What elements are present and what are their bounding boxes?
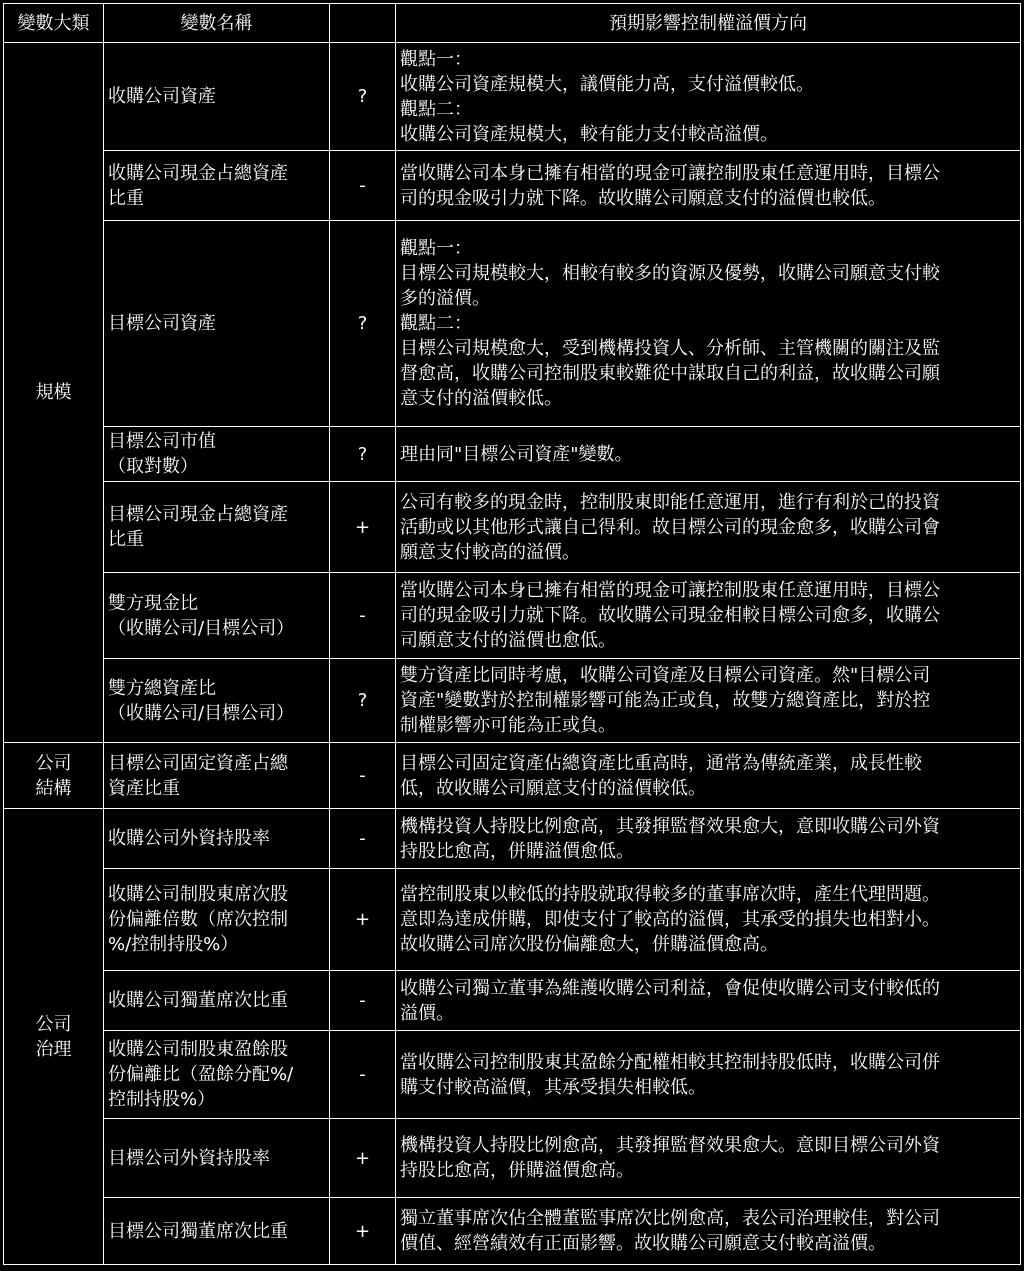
direction-description (396, 659, 1021, 743)
description-line: 故收購公司席次股份偏離愈大，併購溢價愈高。 (400, 934, 778, 955)
direction-description (396, 1198, 1021, 1265)
variable-name-cell (104, 809, 330, 869)
header-row (4, 4, 1021, 43)
variable-name-line: 資產比重 (108, 777, 180, 799)
header-sign (330, 4, 396, 43)
table-row (4, 1119, 1021, 1198)
header-category: 變數大類 (4, 4, 104, 43)
variable-name-cell (104, 1119, 330, 1198)
description-line: 持股比愈高，併購溢價愈低。 (400, 840, 634, 862)
direction-description (396, 1031, 1021, 1119)
expected-sign: - (330, 809, 396, 869)
variable-name-line: 收購公司獨董席次比重 (108, 990, 288, 1011)
variable-name-line: 收購公司外資持股率 (108, 828, 270, 849)
table-row (4, 573, 1021, 659)
table-row (4, 1031, 1021, 1119)
direction-description (396, 869, 1021, 971)
variable-name-line: （收購公司/目標公司） (108, 617, 295, 639)
table-row (4, 659, 1021, 743)
expected-sign: ? (330, 427, 396, 482)
variable-name-cell (104, 1031, 330, 1119)
table-row (4, 971, 1021, 1031)
variable-name-line: %/控制持股%） (108, 934, 239, 955)
expected-sign: ? (330, 221, 396, 427)
direction-description (396, 151, 1021, 221)
variable-name-line: 控制持股%） (108, 1089, 216, 1110)
description-line: 機構投資人持股比例愈高，其發揮監督效果愈大。意即目標公司外資 (400, 1135, 940, 1156)
expected-sign: - (330, 743, 396, 809)
category-label: 規模 (35, 382, 72, 403)
table-row (4, 743, 1021, 809)
description-line: 當收購公司本身已擁有相當的現金可讓控制股東任意運用時，目標公 (400, 580, 940, 601)
direction-description (396, 43, 1021, 151)
expected-sign: + (330, 869, 396, 971)
variable-name-cell (104, 482, 330, 573)
description-line: 獨立董事席次佔全體董監事席次比例愈高，表公司治理較佳，對公司 (400, 1208, 940, 1229)
description-line: 目標公司固定資產佔總資產比重高時，通常為傳統產業，成長性較 (400, 752, 922, 774)
variable-name-line: 比重 (108, 529, 144, 550)
description-line: 司願意支付的溢價也愈低。 (400, 630, 616, 651)
description-line: 購支付較高溢價，其承受損失相較低。 (400, 1076, 706, 1098)
expected-sign: - (330, 573, 396, 659)
variable-name-cell (104, 1198, 330, 1265)
description-line: 公司有較多的現金時，控制股東即能任意運用，進行有利於己的投資 (400, 491, 940, 513)
description-line: 意支付的溢價較低。 (400, 388, 562, 409)
direction-description (396, 482, 1021, 573)
category-label: 公司 (35, 752, 72, 774)
direction-description (396, 971, 1021, 1031)
variable-name-line: 雙方總資產比 (108, 677, 216, 699)
description-line: 督愈高，收購公司控制股東較難從中謀取自己的利益，故收購公司願 (400, 363, 940, 384)
description-line: 低，故收購公司願意支付的溢價較低。 (400, 777, 706, 799)
direction-description (396, 809, 1021, 869)
description-line: 持股比愈高，併購溢價愈高。 (400, 1160, 634, 1181)
description-line: 觀點一： (400, 48, 472, 70)
description-line: 觀點一： (400, 238, 472, 259)
description-line: 當控制股東以較低的持股就取得較多的董事席次時，產生代理問題。 (400, 884, 940, 905)
direction-description (396, 221, 1021, 427)
direction-description (396, 743, 1021, 809)
description-line: 收購公司獨立董事為維護收購公司利益，會促使收購公司支付較低的 (400, 977, 940, 999)
expected-sign: + (330, 1119, 396, 1198)
table-row (4, 221, 1021, 427)
variable-name-line: 比重 (108, 187, 144, 209)
direction-description (396, 427, 1021, 482)
category-cell (4, 743, 104, 809)
description-line: 制權影響亦可能為正或負。 (400, 715, 616, 736)
description-line: 觀點二： (400, 313, 472, 334)
variable-name-line: 目標公司外資持股率 (108, 1147, 270, 1169)
expected-sign: ? (330, 659, 396, 743)
table-row (4, 809, 1021, 869)
description-line: 目標公司規模愈大，受到機構投資人、分析師、主管機關的關注及監 (400, 338, 940, 359)
description-line: 收購公司資產規模大，議價能力高，支付溢價較低。 (400, 73, 814, 95)
category-label: 治理 (35, 1038, 72, 1060)
description-line: 司的現金吸引力就下降。故收購公司願意支付的溢價也較低。 (400, 187, 886, 209)
description-line: 願意支付較高的溢價。 (400, 541, 580, 563)
variable-name-cell (104, 743, 330, 809)
variable-name-cell (104, 573, 330, 659)
variable-name-line: 份偏離倍數（席次控制 (108, 909, 288, 930)
description-line: 活動或以其他形式讓自己得利。故目標公司的現金愈多，收購公司會 (400, 516, 940, 538)
variable-name-line: 收購公司現金占總資產 (108, 162, 288, 184)
header-variable-name: 變數名稱 (104, 4, 330, 43)
direction-description (396, 573, 1021, 659)
description-line: 收購公司資產規模大，較有能力支付較高溢價。 (400, 123, 778, 145)
category-label: 結構 (35, 777, 72, 799)
description-line: 雙方資產比同時考慮，收購公司資產及目標公司資產。然"目標公司 (400, 665, 931, 686)
header-expected-direction: 預期影響控制權溢價方向 (396, 4, 1021, 43)
variable-name-cell (104, 971, 330, 1031)
description-line: 價值、經營績效有正面影響。故收購公司願意支付較高溢價。 (400, 1233, 886, 1254)
variable-name-line: 目標公司固定資產占總 (108, 752, 288, 774)
variable-name-line: 目標公司獨董席次比重 (108, 1220, 288, 1242)
variable-name-line: （取對數） (108, 456, 198, 477)
description-line: 當收購公司控制股東其盈餘分配權相較其控制持股低時，收購公司併 (400, 1051, 940, 1073)
description-line: 意即為達成併購，即使支付了較高的溢價，其承受的損失也相對小。 (400, 909, 940, 930)
expected-sign: - (330, 971, 396, 1031)
table-row (4, 427, 1021, 482)
category-cell (4, 809, 104, 1265)
description-line: 多的溢價。 (400, 288, 490, 309)
description-line: 機構投資人持股比例愈高，其發揮監督效果愈大，意即收購公司外資 (400, 815, 940, 837)
description-line: 當收購公司本身已擁有相當的現金可讓控制股東任意運用時，目標公 (400, 162, 940, 184)
description-line: 觀點二： (400, 98, 472, 120)
table-row (4, 1198, 1021, 1265)
table-row (4, 151, 1021, 221)
variable-name-line: 收購公司資產 (108, 86, 216, 107)
variable-table (3, 3, 1021, 1265)
variable-name-line: 雙方現金比 (108, 592, 198, 614)
variable-name-line: 目標公司市值 (108, 431, 216, 452)
variable-name-cell (104, 427, 330, 482)
expected-sign: + (330, 482, 396, 573)
description-line: 目標公司規模較大，相較有較多的資源及優勢，收購公司願意支付較 (400, 263, 940, 284)
expected-sign: + (330, 1198, 396, 1265)
variable-name-line: 收購公司制股東席次股 (108, 884, 288, 905)
expected-sign: - (330, 1031, 396, 1119)
variable-name-line: 目標公司資產 (108, 313, 216, 334)
variable-name-line: 目標公司現金占總資產 (108, 504, 288, 525)
variable-name-cell (104, 151, 330, 221)
variable-name-line: （收購公司/目標公司） (108, 702, 295, 724)
expected-sign: - (330, 151, 396, 221)
description-line: 資產"變數對於控制權影響可能為正或負，故雙方總資產比，對於控 (400, 690, 931, 711)
variable-name-cell (104, 659, 330, 743)
description-line: 溢價。 (400, 1002, 454, 1024)
variable-name-cell (104, 43, 330, 151)
description-line: 司的現金吸引力就下降。故收購公司現金相較目標公司愈多，收購公 (400, 605, 940, 626)
category-label: 公司 (35, 1013, 72, 1035)
variable-name-line: 份偏離比（盈餘分配%/ (108, 1064, 294, 1085)
expected-sign: ? (330, 43, 396, 151)
table-row (4, 482, 1021, 573)
category-cell (4, 43, 104, 743)
table-row (4, 869, 1021, 971)
variable-name-cell (104, 221, 330, 427)
direction-description (396, 1119, 1021, 1198)
table-row (4, 43, 1021, 151)
variable-name-line: 收購公司制股東盈餘股 (108, 1039, 288, 1060)
variable-name-cell (104, 869, 330, 971)
description-line: 理由同"目標公司資產"變數。 (400, 443, 633, 465)
